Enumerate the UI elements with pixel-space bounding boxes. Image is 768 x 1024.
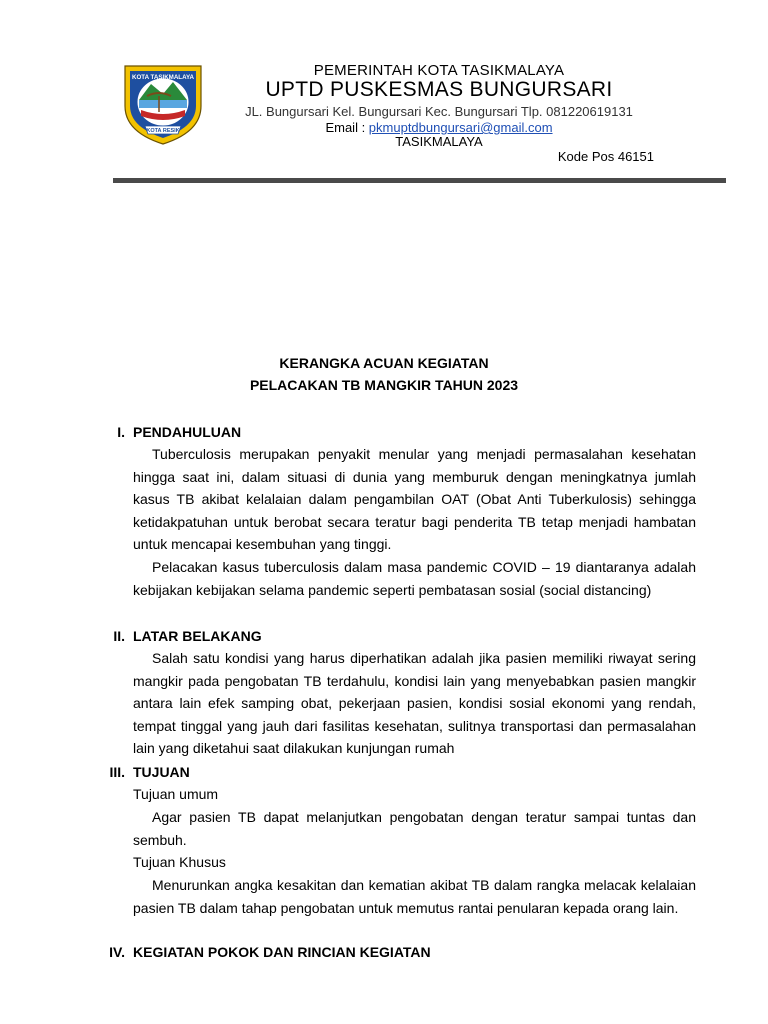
header-postal-code: Kode Pos 46151 (557, 149, 654, 164)
email-label: Email : (325, 120, 369, 135)
header-institution-title: UPTD PUSKESMAS BUNGURSARI (265, 78, 613, 101)
header-divider-rule (113, 178, 726, 183)
paragraph-pendahuluan-2: Pelacakan kasus tuberculosis dalam masa pandemic COVID – 19 diantaranya adalah kebijakan kebijakan selama pandemic seperti pembatasan sosial (social distancing) (133, 559, 696, 598)
subheading-tujuan-khusus: Tujuan Khusus (133, 854, 226, 870)
header-address: JL. Bungursari Kel. Bungursari Kec. Bungursari Tlp. 081220619131 (245, 104, 633, 119)
section-number: III. (109, 764, 125, 780)
section-label: TUJUAN (133, 764, 190, 780)
city-emblem-logo (117, 60, 209, 146)
section-label: KEGIATAN POKOK DAN RINCIAN KEGIATAN (133, 944, 431, 960)
logo-text-top: KOTA TASIKMALAYA (132, 74, 194, 81)
subheading-tujuan-umum: Tujuan umum (133, 786, 219, 802)
section-number: II. (113, 628, 125, 644)
document-title-line1: KERANGKA ACUAN KEGIATAN (279, 355, 489, 371)
section-label: LATAR BELAKANG (133, 628, 262, 644)
logo-text-bottom: KOTA RESIK (146, 128, 180, 134)
paragraph-tujuan-khusus: Menurunkan angka kesakitan dan kematian akibat TB dalam rangka melacak kelalaian pasien TB dalam tahap pengobatan untuk memutus rantai penularan kepada orang lain. (133, 877, 696, 916)
email-link[interactable]: pkmuptdbungursari@gmail.com (368, 120, 553, 135)
paragraph-tujuan-umum: Agar pasien TB dapat melanjutkan pengobatan dengan teratur sampai tuntas dan sembuh. (133, 809, 696, 848)
document-title-line2: PELACAKAN TB MANGKIR TAHUN 2023 (249, 377, 519, 393)
header-government: PEMERINTAH KOTA TASIKMALAYA (313, 62, 565, 79)
header-city: TASIKMALAYA (395, 134, 483, 149)
section-number: IV. (109, 944, 125, 960)
header-email-line (230, 120, 648, 135)
section-label: PENDAHULUAN (133, 424, 242, 440)
paragraph-pendahuluan-1: Tuberculosis merupakan penyakit menular yang menjadi permasalahan kesehatan hingga saat ini, dalam situasi di dunia yang memburuk dengan meningkatnya jumlah kasus TB akibat kelalaian dalam pengambilan OAT (Obat Anti Tuberkulosis) sehingga ketidakpatuhan untuk berobat secara teratur bagi penderita TB tetap menjadi hambatan untuk mencapai kesembuhan yang tinggi. (133, 446, 696, 553)
section-number: I. (117, 424, 125, 440)
paragraph-latar-belakang: Salah satu kondisi yang harus diperhatikan adalah jika pasien memiliki riwayat sering mangkir pada pengobatan TB terdahulu, kondisi lain yang menyebabkan pasien mangkir antara lain efek samping obat, pekerjaan pasien, kondisi sosial ekonomi yang rendah, tempat tinggal yang jauh dari fasilitas kesehatan, sulitnya transportasi dan permasalahan lain yang diketahui saat dilakukan kunjungan rumah (133, 650, 696, 757)
